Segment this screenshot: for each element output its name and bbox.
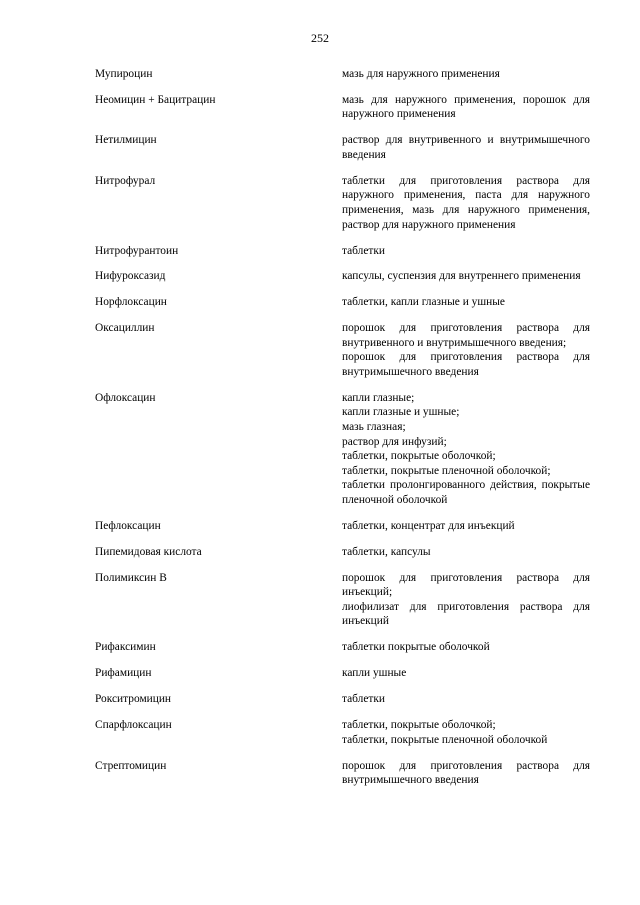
dosage-forms <box>342 640 590 655</box>
table-row <box>95 391 590 508</box>
drug-name: Пефлоксацин <box>95 519 161 532</box>
drug-name: Мупироцин <box>95 68 153 80</box>
dosage-forms <box>342 692 590 707</box>
table-row <box>95 718 590 747</box>
dosage-forms <box>342 67 590 82</box>
table-row <box>95 93 590 122</box>
dosage-form-line: капсулы, суспензия для внутреннего применения <box>342 270 581 283</box>
dosage-form-line: мазь глазная; <box>342 421 406 434</box>
table-row <box>95 571 590 629</box>
dosage-forms <box>342 174 590 232</box>
dosage-forms <box>342 321 590 379</box>
dosage-forms <box>342 718 590 747</box>
table-row <box>95 269 590 284</box>
dosage-form-line: таблетки <box>342 244 386 257</box>
table-row <box>95 640 590 655</box>
drug-name: Рифаксимин <box>95 641 156 654</box>
drug-name: Норфлоксацин <box>95 296 167 309</box>
drug-name: Стрептомицин <box>95 759 167 772</box>
dosage-forms <box>342 545 590 560</box>
table-row <box>95 666 590 681</box>
drug-name: Полимиксин В <box>95 571 167 584</box>
table-row <box>95 67 590 82</box>
table-row <box>95 244 590 259</box>
drug-name: Пипемидовая кислота <box>95 545 202 558</box>
drug-name: Рифамицин <box>95 667 152 680</box>
dosage-form-line: мазь для наружного применения, порошок для наружного применения <box>342 93 590 121</box>
dosage-forms <box>342 666 590 681</box>
table-row <box>95 321 590 379</box>
dosage-form-line: лиофилизат для приготовления раствора для инъекций <box>342 600 590 628</box>
dosage-form-line: таблетки, покрытые пленочной оболочкой <box>342 733 548 746</box>
dosage-form-line: таблетки, капли глазные и ушные <box>342 296 505 309</box>
dosage-form-line: таблетки пролонгированного действия, покрытые пленочной оболочкой <box>342 479 590 507</box>
dosage-forms <box>342 295 590 310</box>
dosage-form-line: капли глазные и ушные; <box>342 406 460 419</box>
dosage-form-line: таблетки, покрытые оболочкой; <box>342 450 496 463</box>
dosage-form-line: таблетки, капсулы <box>342 545 431 558</box>
table-row <box>95 692 590 707</box>
dosage-forms <box>342 519 590 534</box>
dosage-form-line: капли глазные; <box>342 391 415 404</box>
dosage-form-line: таблетки <box>342 693 386 706</box>
table-row <box>95 174 590 232</box>
dosage-forms <box>342 759 590 788</box>
dosage-form-line: порошок для приготовления раствора для внутривенного и внутримышечного введения; <box>342 322 590 349</box>
dosage-form-line: таблетки для приготовления раствора для наружного применения, паста для наружного применения, мазь для наружного применения, раствор для наружного применения <box>342 174 590 231</box>
drug-list <box>95 67 590 799</box>
dosage-form-line: капли ушные <box>342 667 407 680</box>
drug-name: Рокситромицин <box>95 693 172 706</box>
dosage-form-line: таблетки покрытые оболочкой <box>342 641 490 654</box>
dosage-forms <box>342 391 590 508</box>
dosage-form-line: мазь для наружного применения <box>342 68 500 80</box>
dosage-form-line: порошок для приготовления раствора для инъекций; <box>342 571 590 599</box>
dosage-form-line: порошок для приготовления раствора для внутримышечного введения <box>342 351 590 378</box>
dosage-form-line: раствор для инфузий; <box>342 435 447 448</box>
dosage-forms <box>342 93 590 122</box>
table-row <box>95 295 590 310</box>
dosage-forms <box>342 244 590 259</box>
drug-name: Нитрофурантоин <box>95 244 179 257</box>
dosage-forms <box>342 133 590 162</box>
dosage-form-line: таблетки, концентрат для инъекций <box>342 519 515 532</box>
page-number: 252 <box>311 31 329 45</box>
dosage-form-line: таблетки, покрытые оболочкой; <box>342 719 496 732</box>
table-row <box>95 519 590 534</box>
drug-name: Неомицин + Бацитрацин <box>95 93 216 106</box>
drug-name: Нифуроксазид <box>95 270 166 283</box>
drug-name: Оксациллин <box>95 322 155 335</box>
dosage-form-line: таблетки, покрытые пленочной оболочкой; <box>342 464 551 477</box>
drug-name: Нетилмицин <box>95 134 157 147</box>
dosage-form-line: порошок для приготовления раствора для внутримышечного введения <box>342 759 590 787</box>
table-row <box>95 759 590 788</box>
table-row <box>95 545 590 560</box>
dosage-forms <box>342 269 590 284</box>
table-row <box>95 133 590 162</box>
dosage-forms <box>342 571 590 629</box>
drug-name: Офлоксацин <box>95 391 156 404</box>
drug-name: Нитрофурал <box>95 174 156 187</box>
dosage-form-line: раствор для внутривенного и внутримышечного введения <box>342 134 590 161</box>
drug-name: Спарфлоксацин <box>95 719 172 732</box>
